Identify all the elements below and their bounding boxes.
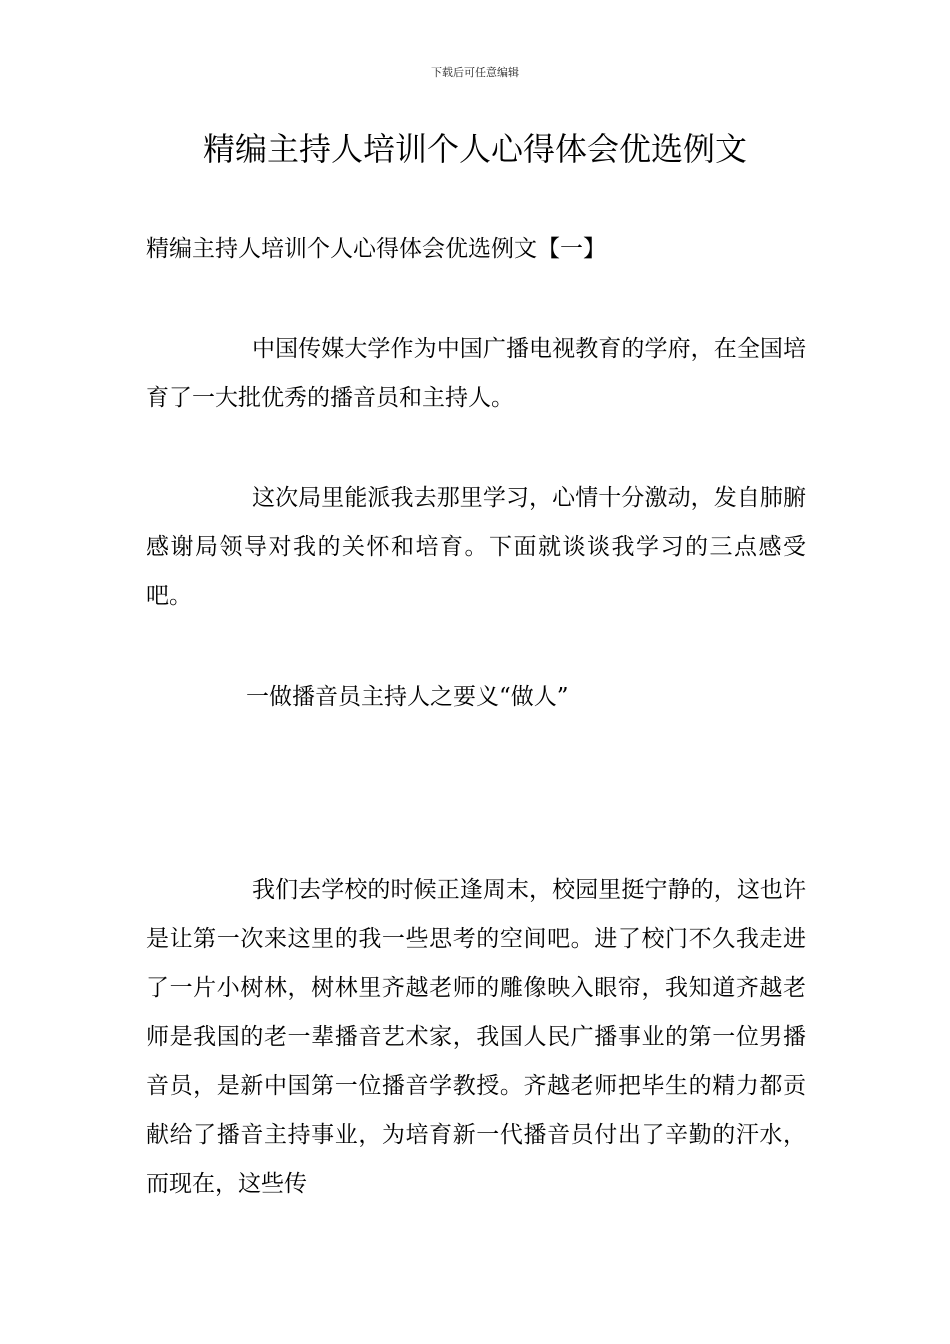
- document-title: 精编主持人培训个人心得体会优选例文: [202, 130, 747, 168]
- paragraph-1: 中国传媒大学作为中国广播电视教育的学府，在全国培育了一大批优秀的播音员和主持人。: [146, 336, 806, 411]
- sub-heading: 一做播音员主持人之要义“做人”: [246, 684, 569, 710]
- header-note: 下载后可任意编辑: [431, 66, 519, 79]
- paragraph-3: 我们去学校的时候正逢周末，校园里挺宁静的，这也许是让第一次来这里的我一些思考的空间吧。进了校门不久我走进了一片小树林，树林里齐越老师的雕像映入眼帘，我知道齐越老师是我国的老一辈播音艺术家，我国人民广播事业的第一位男播音员，是新中国第一位播音学教授。齐越老师把毕生的精力都贡献给了播音主持事业，为培育新一代播音员付出了辛勤的汗水，而现在，这些传: [146, 877, 806, 1197]
- paragraph-2: 这次局里能派我去那里学习，心情十分激动，发自肺腑感谢局领导对我的关怀和培育。下面就谈谈我学习的三点感受吧。: [146, 485, 806, 609]
- section-heading: 精编主持人培训个人心得体会优选例文【一】: [146, 236, 606, 262]
